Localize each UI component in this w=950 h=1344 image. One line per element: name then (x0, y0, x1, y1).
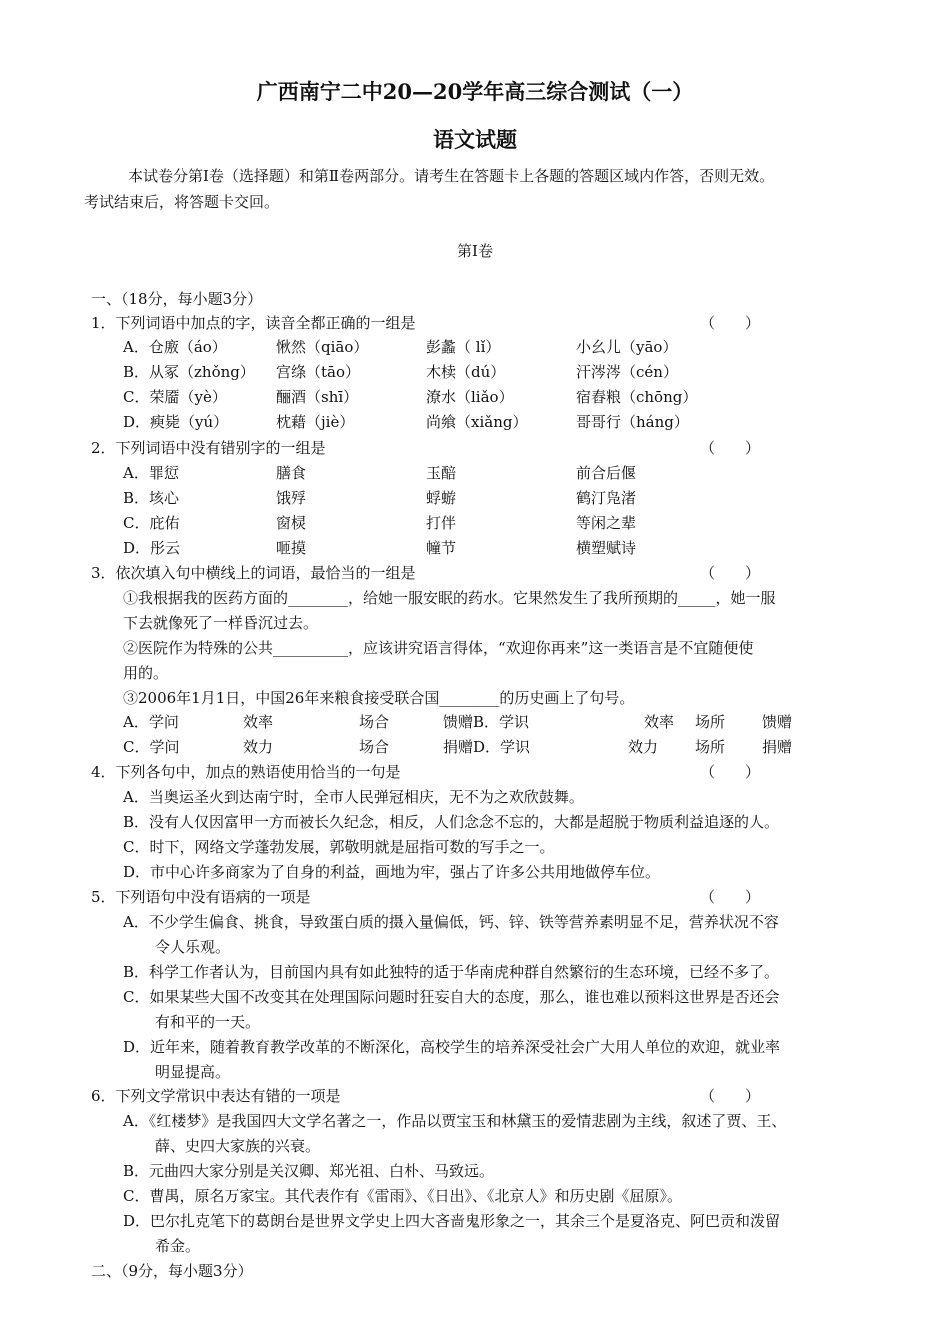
q1-c-2: 酾酒（shī） (276, 388, 359, 406)
q3-option-c-1: C．学问 (123, 738, 180, 756)
q1-answer-paren: （ ） (700, 314, 761, 332)
q1-d-1: D．瘐毙（yú） (123, 413, 229, 431)
q1-c-3: 潦水（liǎo） (426, 388, 514, 406)
q4-stem: 4．下列各句中，加点的熟语使用恰当的一句是 (91, 763, 401, 781)
q5-option-d-line1: D．近年来，随着教育教学改革的不断深化，高校学生的培养深受社会广大用人单位的欢迎，就业率 (123, 1038, 781, 1056)
q1-b-4: 汗涔涔（cén） (576, 363, 678, 381)
q3-option-c-2: 效力 (243, 738, 274, 756)
q3-option-c-4: 捐赠D．学识 (443, 738, 531, 756)
q4-answer-paren: （ ） (700, 763, 761, 781)
intro-line-1: 本试卷分第Ⅰ卷（选择题）和第Ⅱ卷两部分。请考生在答题卡上各题的答题区域内作答，否则无效。 (128, 167, 775, 185)
intro-paragraph (84, 163, 896, 215)
q2-d-4: 横塑赋诗 (576, 539, 637, 557)
q2-stem: 2．下列词语中没有错别字的一组是 (91, 439, 326, 457)
q1-b-2: 宫绦（tāo） (276, 363, 361, 381)
q1-c-1: C．荣靥（yè） (123, 388, 227, 406)
page-title: 广西南宁二中20—20学年高三综合测试（一） (256, 79, 694, 104)
q2-a-4: 前合后偃 (576, 464, 637, 482)
q6-stem: 6．下列文学常识中表达有错的一项是 (91, 1087, 341, 1105)
q3-option-b-2: 场所 (695, 713, 726, 731)
q3-option-d-2: 场所 (695, 738, 726, 756)
section-1-heading: 一、（18分，每小题3分） (91, 290, 263, 308)
q1-c-4: 宿舂粮（chōng） (576, 388, 698, 406)
q2-b-2: 饿殍 (276, 489, 307, 507)
q3-option-c-3: 场合 (359, 738, 390, 756)
q5-option-c-line2: 有和平的一天。 (155, 1013, 261, 1031)
q4-option-c: C．时下，网络文学蓬勃发展，郭敬明就是屈指可数的写手之一。 (123, 838, 555, 856)
q2-a-3: 玉醅 (426, 464, 457, 482)
q5-option-b: B．科学工作者认为，目前国内具有如此独特的适于华南虎种群自然繁衍的生态环境，已经不多了。 (123, 963, 780, 981)
q3-option-a-3: 场合 (359, 713, 390, 731)
q1-a-2: 愀然（qiāo） (276, 338, 369, 356)
q6-option-a-line1: A．《红楼梦》是我国四大文学名著之一，作品以贾宝玉和林黛玉的爱情悲剧为主线，叙述了贾、王、 (123, 1112, 787, 1130)
q3-option-b-3: 馈赠 (762, 713, 793, 731)
q3-sentence-2a: ②医院作为特殊的公共__________，应该讲究语言得体，“欢迎你再来”这一类语言是不宜随便使 (123, 639, 754, 657)
q5-option-a-line1: A．不少学生偏食、挑食，导致蛋白质的摄入量偏低，钙、锌、铁等营养素明显不足，营养状况不容 (123, 913, 779, 931)
q1-a-1: A．仓廒（áo） (123, 338, 227, 356)
q2-d-3: 幢节 (426, 539, 457, 557)
q2-c-1: C．庇佑 (123, 514, 180, 532)
q1-b-1: B．从冢（zhǒng） (123, 363, 255, 381)
q3-sentence-2b: 用的。 (123, 664, 169, 682)
q6-option-d-line1: D．巴尔扎克笔下的葛朗台是世界文学史上四大吝啬鬼形象之一，其余三个是夏洛克、阿巴贡和泼留 (123, 1212, 781, 1230)
q2-a-2: 膳食 (276, 464, 307, 482)
q2-b-3: 蜉蝣 (426, 489, 457, 507)
q2-answer-paren: （ ） (700, 439, 761, 457)
q3-option-b-1: 效率 (644, 713, 675, 731)
section-2-heading: 二、（9分，每小题3分） (91, 1262, 253, 1280)
q2-b-4: 鹤汀凫渚 (576, 489, 637, 507)
q1-d-3: 尚飨（xiǎng） (426, 413, 528, 431)
q3-sentence-1a: ①我根据我的医药方面的________，给她一服安眠的药水。它果然发生了我所预期的_____，她一服 (123, 589, 776, 607)
q2-c-4: 等闲之辈 (576, 514, 637, 532)
q6-option-a-line2: 薛、史四大家族的兴衰。 (155, 1137, 321, 1155)
q5-option-a-line2: 令人乐观。 (155, 938, 231, 956)
q4-option-d: D．市中心许多商家为了自身的利益，画地为牢，强占了许多公共用地做停车位。 (123, 863, 661, 881)
page-subtitle: 语文试题 (433, 127, 517, 152)
q2-c-3: 打伴 (426, 514, 457, 532)
q1-a-3: 彭蠡（ lǐ） (426, 338, 501, 356)
q3-option-d-1: 效力 (628, 738, 659, 756)
q5-option-c-line1: C．如果某些大国不改变其在处理国际问题时狂妄自大的态度，那么，谁也难以预料这世界是否还会 (123, 988, 780, 1006)
q2-b-1: B．垓心 (123, 489, 180, 507)
q3-answer-paren: （ ） (700, 564, 761, 582)
q5-option-d-line2: 明显提高。 (155, 1063, 231, 1081)
q6-option-c: C．曹禺，原名万家宝。其代表作有《雷雨》、《日出》、《北京人》和历史剧《屈原》。 (123, 1187, 682, 1205)
q2-d-2: 咂摸 (276, 539, 307, 557)
q4-option-a: A．当奥运圣火到达南宁时，全市人民弹冠相庆，无不为之欢欣鼓舞。 (123, 788, 584, 806)
intro-line-2: 考试结束后，将答题卡交回。 (84, 193, 280, 211)
q3-option-d-3: 捐赠 (762, 738, 793, 756)
q5-stem: 5．下列语句中没有语病的一项是 (91, 888, 311, 906)
q6-answer-paren: （ ） (700, 1087, 761, 1105)
q3-option-a-2: 效率 (243, 713, 274, 731)
q5-answer-paren: （ ） (700, 888, 761, 906)
q3-option-a-1: A．学问 (123, 713, 179, 731)
q1-d-4: 哥哥行（háng） (576, 413, 689, 431)
q1-stem: 1．下列词语中加点的字，读音全都正确的一组是 (91, 314, 416, 332)
q3-stem: 3．依次填入句中横线上的词语，最恰当的一组是 (91, 564, 416, 582)
q2-a-1: A．罪愆 (123, 464, 179, 482)
q4-option-b: B．没有人仅因富甲一方而被长久纪念，相反，人们念念不忘的，大都是超脱于物质利益追逐的人。 (123, 813, 780, 831)
q3-sentence-3: ③2006年1月1日，中国26年来粮食接受联合国________的历史画上了句号。 (123, 689, 635, 707)
q6-option-d-line2: 希金。 (155, 1237, 201, 1255)
q2-d-1: D．彤云 (123, 539, 181, 557)
q2-c-2: 窗棂 (276, 514, 307, 532)
q1-d-2: 枕藉（jiè） (276, 413, 355, 431)
q1-b-3: 木椟（dú） (426, 363, 506, 381)
q6-option-b: B．元曲四大家分别是关汉卿、郑光祖、白朴、马致远。 (123, 1162, 495, 1180)
q3-sentence-1b: 下去就像死了一样昏沉过去。 (123, 614, 319, 632)
q3-option-a-4: 馈赠B．学识 (443, 713, 530, 731)
q1-a-4: 小幺儿（yāo） (576, 338, 678, 356)
volume-heading: 第Ⅰ卷 (457, 242, 493, 260)
